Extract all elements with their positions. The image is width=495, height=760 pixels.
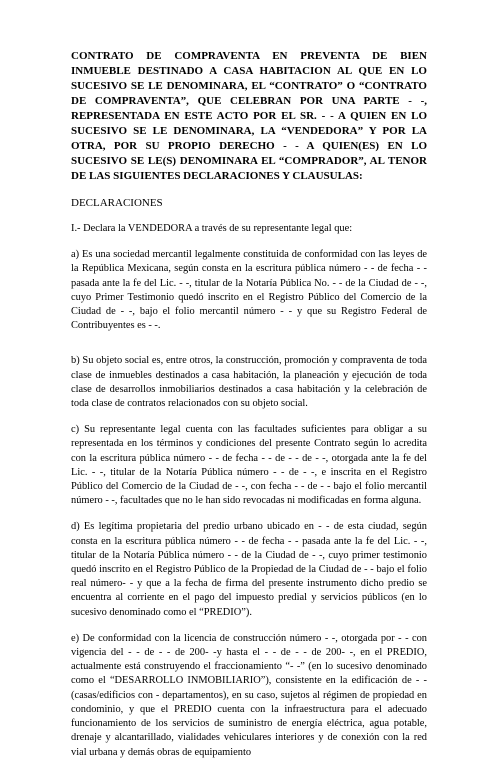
declaration-paragraph-c: c) Su representante legal cuenta con las facultades suficientes para obligar a su representada en los términos y condiciones del presente Contrato según lo acredita con la escritura pública número - - de fecha - - de - - de - -, otorgada ante la fe del Lic. - -, titular de la Notaría Pública número - - de - -, e inscrita en el Registro Público del Comercio de la Ciudad de - -, con fecha - - de - - bajo el folio mercantil número - -, facultades que no le han sido revocadas ni modificadas en forma alguna. — [71, 424, 427, 507]
document-body — [71, 49, 427, 760]
declaration-paragraph-e: e) De conformidad con la licencia de construcción número - -, otorgada por - - con vigencia del - - de - - de 200- -y hasta el - - de - - de 200- -, en el PREDIO, actualmente está construyendo el fraccionamiento “- -” (en lo sucesivo denominado como el “DESARROLLO INMOBILIARIO”), consistente en la edificación de - - (casas/edificios con - departamentos), en su caso, sujetos al régimen de propiedad en condominio, y que el PREDIO cuenta con la infraestructura para el adecuado funcionamiento de los servicios de suministro de energía eléctrica, agua potable, drenaje y alcantarillado, vialidades vehiculares interiores y de conexión con la red vial urbana y demás obras de equipamiento — [71, 632, 427, 758]
declaration-paragraph-b: b) Su objeto social es, entre otros, la construcción, promoción y compraventa de toda clase de inmuebles destinados a casa habitación, la planeación y ejecución de toda clase de desarrollos inmobiliarios destinados a casa habitación y la celebración de toda clase de contratos relacionados con su objeto social. — [71, 355, 427, 410]
section-heading: DECLARACIONES — [71, 197, 163, 209]
declaration-paragraph-d: d) Es legítima propietaria del predio urbano ubicado en - - de esta ciudad, según consta en la escritura pública número - - de fecha - - pasada ante la fe del Lic. - -, titular de la Notaría Pública número - - de la Ciudad de - -, cuyo primer testimonio quedó inscrito en el Registro Público de la Propiedad de la Ciudad de - - bajo el folio real número- - y que a la fecha de firma del presente instrumento dicho predio se encuentra al corriente en el pago del impuesto predial y servicios públicos (en lo sucesivo denominado como el “PREDIO”). — [71, 521, 427, 618]
contract-title: CONTRATO DE COMPRAVENTA EN PREVENTA DE BIEN INMUEBLE DESTINADO A CASA HABITACION AL QUE EN LO SUCESIVO SE LE DENOMINARA, EL “CONTRATO” O “CONTRATO DE COMPRAVENTA”, QUE CELEBRAN POR UNA PARTE - -, REPRESENTADA EN ESTE ACTO POR EL SR. - - A QUIEN EN LO SUCESIVO SE LE DENOMINARA, LA “VENDEDORA” Y POR LA OTRA, POR SU PROPIO DERECHO - - A QUIEN(ES) EN LO SUCESIVO SE LE(S) DENOMINARA EL “COMPRADOR”, AL TENOR DE LAS SIGUIENTES DECLARACIONES Y CLAUSULAS: — [71, 50, 427, 182]
declaration-intro: I.- Declara la VENDEDORA a través de su representante legal que: — [71, 223, 353, 234]
declaration-paragraph-a: a) Es una sociedad mercantil legalmente constituida de conformidad con las leyes de la República Mexicana, según consta en la escritura pública número - - de fecha - - pasada ante la fe del Lic. - -, titular de la Notaría Pública No. - - de la Ciudad de - -, cuyo Primer Testimonio quedó inscrito en el Registro Público del Comercio de la Ciudad de - -, bajo el folio mercantil número - - y que su Registro Federal de Contribuyentes es - -. — [71, 249, 427, 332]
